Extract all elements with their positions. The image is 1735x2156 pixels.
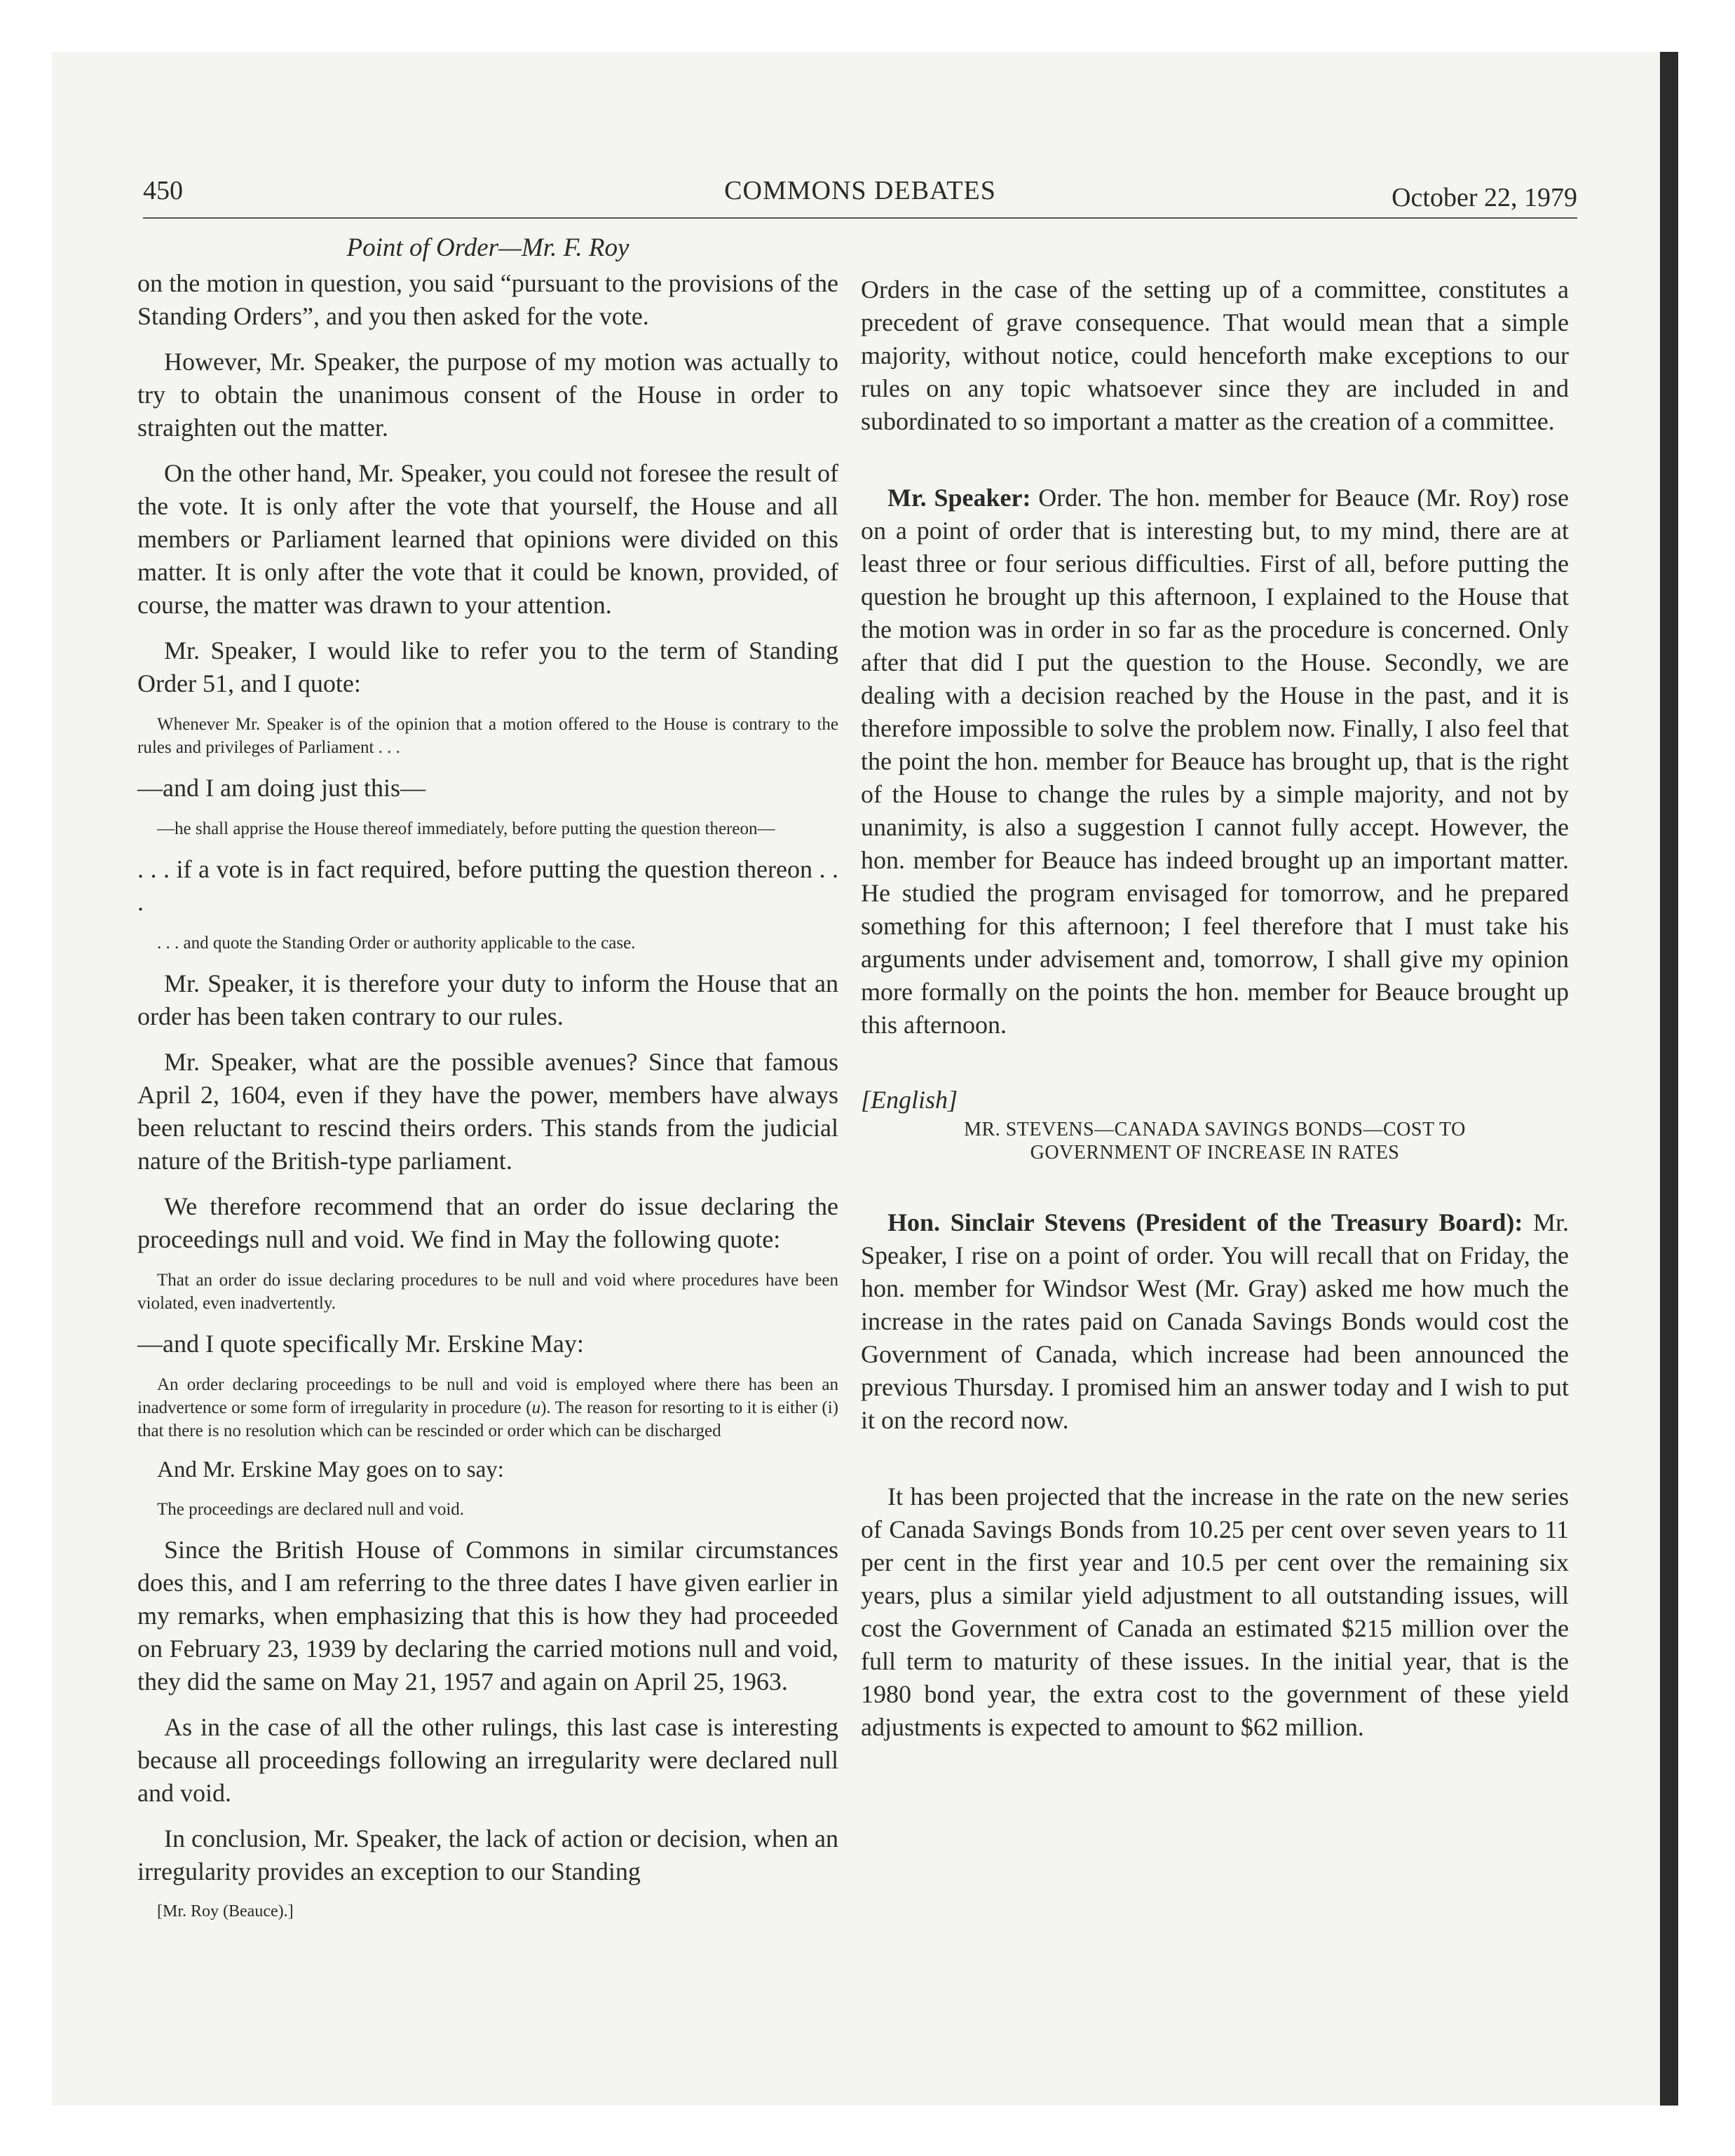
paragraph: In conclusion, Mr. Speaker, the lack of action or decision, when an irregularity provides an exception to our Standing xyxy=(137,1824,838,1885)
paragraph: As in the case of all the other rulings, this last case is interesting because all proceedings following an irregularity were declared null and void. xyxy=(137,1713,838,1807)
quote-footnote-letter: u xyxy=(531,1398,541,1417)
block-quote: Whenever Mr. Speaker is of the opinion that a motion offered to the House is contrary to the rules and privileges of Parliament . . . xyxy=(137,715,838,757)
paragraph: We therefore recommend that an order do issue declaring the proceedings null and void. We find in May the following quote: xyxy=(137,1192,838,1253)
paragraph: However, Mr. Speaker, the purpose of my motion was actually to try to obtain the unanimous consent of the House in order to straighten out the matter. xyxy=(137,348,838,442)
speaker-text: Mr. Speaker, I rise on a point of order. You will recall that on Friday, the hon. member for Windsor West (Mr. Gray) asked me how much the increase in the rates paid on Canada Savings Bonds would cost the Government of Canada, which increase had been announced the previous Thursday. I promised him an answer today and I wish to put it on the record now. xyxy=(861,1208,1570,1434)
speaker-label: Hon. Sinclair Stevens (President of the Treasury Board): xyxy=(887,1208,1523,1236)
aside: . . . if a vote is in fact required, before putting the question thereon . . . xyxy=(137,855,838,916)
speaker-paragraph xyxy=(861,1206,1569,1437)
publication-title: COMMONS DEBATES xyxy=(724,176,996,205)
left-column xyxy=(137,231,838,1935)
speaker-attribution: [Mr. Roy (Beauce).] xyxy=(157,1902,294,1920)
aside: —and I am doing just this— xyxy=(137,774,426,802)
right-column xyxy=(861,273,1569,1756)
language-marker: [English] xyxy=(861,1086,958,1114)
paragraph: It has been projected that the increase in the rate on the new series of Canada Savings Bonds from 10.25 per cent over seven years to 11 per cent in the first year and 10.5 per cent over the remaining six years, plus a similar yield adjustment to all outstanding issues, will cost the Government of Canada an estimated $215 million over the full term to maturity of these issues. In the initial year, that is the 1980 bond year, the extra cost to the government of these yield adjustments is expected to amount to $62 million. xyxy=(861,1482,1569,1741)
page-header xyxy=(143,175,1577,219)
aside: —and I quote specifically Mr. Erskine May: xyxy=(137,1330,584,1358)
page-date: October 22, 1979 xyxy=(1392,183,1577,212)
block-quote: —he shall apprise the House thereof immediately, before putting the question thereon— xyxy=(157,819,775,838)
speaker-label: Mr. Speaker: xyxy=(887,484,1031,512)
block-quote: That an order do issue declaring procedures to be null and void where procedures have been violated, even inadvertently. xyxy=(137,1271,838,1313)
speaker-paragraph xyxy=(861,482,1569,1042)
speaker-text: Order. The hon. member for Beauce (Mr. Roy) rose on a point of order that is interesting but, to my mind, there are at least three or four serious difficulties. First of all, before putting the question he brought up this afternoon, I explained to the House that the motion was in order in so far as the procedure is concerned. Only after that did I put the question to the House. Secondly, we are dealing with a decision reached by the House in the past, and it is therefore impossible to solve the problem now. Finally, I also feel that the point the hon. member for Beauce has brought up, that is the right of the House to change the rules by a simple majority, and not by unanimity, is also a suggestion I cannot fully accept. However, the hon. member for Beauce has indeed brought up an important matter. He studied the program envisaged for tomorrow, and he prepared something for this afternoon; I feel therefore that I must take his arguments under advisement and, tomorrow, I shall give my opinion more formally on the points the hon. member for Beauce brought up this afternoon. xyxy=(861,484,1569,1039)
quote-text: An order declaring proceedings to be null and void is employed where there has been an inadvertence or some form of irregularity in procedure ( xyxy=(137,1375,838,1417)
paragraph: On the other hand, Mr. Speaker, you could not foresee the result of the vote. It is only after the vote that yourself, the House and all members or Parliament learned that opinions were divided on this matter. It is only after the vote that it could be known, provided, of course, the matter was drawn to your attention. xyxy=(137,459,838,619)
running-head: Point of Order—Mr. F. Roy xyxy=(346,233,630,262)
quote-text: ). The reason for resorting to it is either (i) that there is no resolution which can be rescinded or order which can be discharged xyxy=(137,1398,838,1440)
paragraph: Mr. Speaker, what are the possible avenues? Since that famous April 2, 1604, even if they have the power, members have always been reluctant to rescind theirs orders. This stands from the judicial nature of the British-type parliament. xyxy=(137,1048,838,1175)
section-heading xyxy=(861,1118,1569,1164)
paragraph: Mr. Speaker, it is therefore your duty to inform the House that an order has been taken contrary to our rules. xyxy=(137,969,838,1030)
aside: And Mr. Erskine May goes on to say: xyxy=(157,1457,504,1482)
section-heading-line: GOVERNMENT OF INCREASE IN RATES xyxy=(1030,1142,1400,1164)
page-number: 450 xyxy=(143,176,183,205)
paragraph: Orders in the case of the setting up of a committee, constitutes a precedent of grave consequence. That would mean that a simple majority, without notice, could henceforth make exceptions to our rules on any topic whatsoever since they are included in and subordinated to so important a matter as the creation of a committee. xyxy=(861,275,1569,435)
section-heading-line: MR. STEVENS—CANADA SAVINGS BONDS—COST TO xyxy=(964,1119,1466,1140)
block-quote: The proceedings are declared null and void. xyxy=(157,1500,465,1519)
scan-edge-shadow xyxy=(1660,52,1678,2106)
paragraph: on the motion in question, you said “pursuant to the provisions of the Standing Orders”, and you then asked for the vote. xyxy=(137,269,838,330)
block-quote xyxy=(137,1373,838,1442)
block-quote: . . . and quote the Standing Order or authority applicable to the case. xyxy=(157,934,636,953)
paragraph: Since the British House of Commons in similar circumstances does this, and I am referring to the three dates I have given earlier in my remarks, when emphasizing that this is how they had proceeded on February 23, 1939 by declaring the carried motions null and void, they did the same on May 21, 1957 and again on April 25, 1963. xyxy=(137,1536,838,1696)
paragraph: Mr. Speaker, I would like to refer you to the term of Standing Order 51, and I quote: xyxy=(137,636,838,697)
